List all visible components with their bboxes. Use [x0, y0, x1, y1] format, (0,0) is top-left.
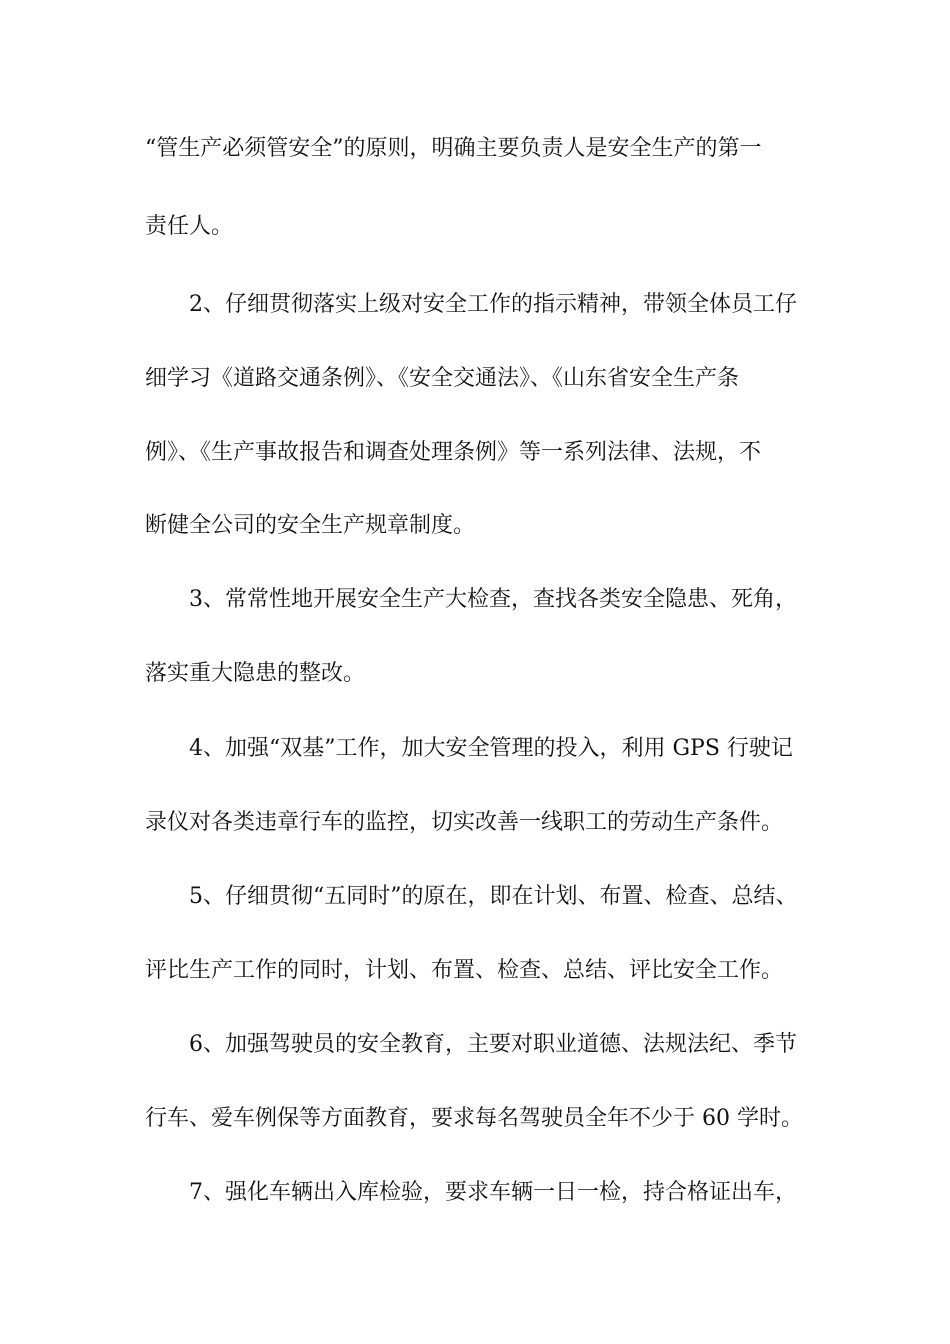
text-line-1: “管生产必须管安全”的原则，明确主要负责人是安全生产的第一	[145, 136, 762, 161]
text-line-11: 5、仔细贯彻“五同时”的原在，即在计划、布置、检查、总结、	[189, 884, 798, 909]
text-line-9: 4、加强“双基”工作，加大安全管理的投入，利用 GPS 行驶记	[189, 736, 793, 761]
text-line-13: 6、加强驾驶员的安全教育，主要对职业道德、法规法纪、季节	[189, 1032, 797, 1057]
text-line-2: 责任人。	[145, 214, 234, 239]
text-line-10: 录仪对各类违章行车的监控，切实改善一线职工的劳动生产条件。	[145, 810, 784, 835]
text-line-7: 3、常常性地开展安全生产大检查，查找各类安全隐患、死角，	[189, 587, 797, 612]
text-line-15: 7、强化车辆出入库检验，要求车辆一日一检，持合格证出车，	[189, 1180, 797, 1205]
text-line-12: 评比生产工作的同时，计划、布置、检查、总结、评比安全工作。	[145, 958, 784, 983]
text-line-8: 落实重大隐患的整改。	[145, 661, 366, 686]
text-line-14: 行车、爱车例保等方面教育，要求每名驾驶员全年不少于 60 学时。	[145, 1106, 803, 1131]
text-line-5: 例》、《生产事故报告和调查处理条例》等一系列法律、法规，不	[145, 440, 762, 465]
text-line-6: 断健全公司的安全生产规章制度。	[145, 513, 476, 538]
text-line-4: 细学习《道路交通条例》、《安全交通法》、《山东省安全生产条	[145, 366, 740, 391]
text-line-3: 2、仔细贯彻落实上级对安全工作的指示精神，带领全体员工仔	[189, 292, 797, 317]
